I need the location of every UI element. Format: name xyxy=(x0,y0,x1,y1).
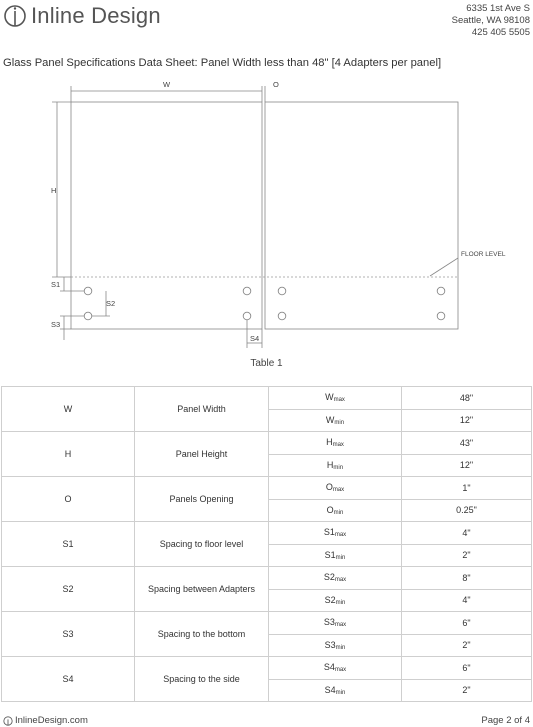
param-cell: H xyxy=(2,432,135,477)
logo-text: Inline Design xyxy=(31,3,161,28)
description-cell: Spacing to the side xyxy=(135,657,269,702)
table-row xyxy=(2,477,532,500)
param-cell: W xyxy=(2,387,135,432)
min-subscript: min xyxy=(334,419,345,426)
glass-panel-drawing xyxy=(0,0,533,360)
description-cell: Spacing to the bottom xyxy=(135,612,269,657)
glass-panel-left xyxy=(71,102,262,329)
min-subscript: min xyxy=(335,554,346,561)
o-label: O xyxy=(273,80,279,89)
max-symbol-cell xyxy=(269,567,402,590)
min-symbol-cell xyxy=(269,634,402,657)
min-subscript: min xyxy=(333,509,344,516)
min-symbol: H xyxy=(326,459,334,470)
w-label: W xyxy=(163,80,171,89)
max-value-cell: 4" xyxy=(402,522,532,545)
param-cell: S1 xyxy=(2,522,135,567)
adapter-hole xyxy=(437,312,445,320)
param-cell: S4 xyxy=(2,657,135,702)
min-subscript: min xyxy=(333,464,344,471)
min-symbol-cell xyxy=(269,589,402,612)
table-row xyxy=(2,522,532,545)
footer-page-number: Page 2 of 4 xyxy=(481,715,530,726)
min-value-cell: 12" xyxy=(402,454,532,477)
adapter-hole xyxy=(84,312,92,320)
adapter-hole xyxy=(278,312,286,320)
max-symbol: S3 xyxy=(323,617,335,628)
description-cell: Panel Height xyxy=(135,432,269,477)
max-value-cell: 48" xyxy=(402,387,532,410)
description-cell: Spacing between Adapters xyxy=(135,567,269,612)
min-value-cell: 12" xyxy=(402,409,532,432)
max-symbol-cell xyxy=(269,522,402,545)
adapter-hole xyxy=(437,287,445,295)
min-symbol: S1 xyxy=(324,549,336,560)
s1-label: S1 xyxy=(51,280,61,289)
adapter-hole xyxy=(84,287,92,295)
min-value-cell: 2" xyxy=(402,544,532,567)
footer-website-text: InlineDesign.com xyxy=(15,715,88,726)
adapter-hole xyxy=(243,312,251,320)
min-subscript: min xyxy=(335,599,346,606)
min-symbol-cell xyxy=(269,679,402,702)
min-symbol-cell xyxy=(269,544,402,567)
page-title: Glass Panel Specifications Data Sheet: Panel Width less than 48" [4 Adapters per panel] xyxy=(3,57,442,69)
table-row xyxy=(2,612,532,635)
max-symbol-cell xyxy=(269,657,402,680)
max-subscript: max xyxy=(334,667,347,674)
max-subscript: max xyxy=(334,532,347,539)
max-symbol: S4 xyxy=(323,662,335,673)
param-cell: S3 xyxy=(2,612,135,657)
max-subscript: max xyxy=(332,442,344,449)
adapter-hole xyxy=(278,287,286,295)
max-symbol-cell xyxy=(269,477,402,500)
min-subscript: min xyxy=(335,644,346,651)
min-value-cell: 0.25" xyxy=(402,499,532,522)
max-value-cell: 8" xyxy=(402,567,532,590)
table-row xyxy=(2,387,532,410)
min-symbol-cell xyxy=(269,454,402,477)
min-symbol: S3 xyxy=(324,639,336,650)
adapter-hole xyxy=(243,287,251,295)
max-symbol: W xyxy=(325,392,334,403)
max-subscript: max xyxy=(333,397,345,404)
max-subscript: max xyxy=(334,622,347,629)
max-subscript: max xyxy=(334,577,347,584)
address-city: Seattle, WA 98108 xyxy=(451,15,530,26)
floor-level-label: FLOOR LEVEL xyxy=(461,251,506,258)
min-symbol: S2 xyxy=(324,594,336,605)
max-subscript: max xyxy=(332,487,345,494)
param-cell: O xyxy=(2,477,135,522)
table-row xyxy=(2,657,532,680)
min-symbol: O xyxy=(326,504,334,515)
table-row xyxy=(2,567,532,590)
max-symbol: S2 xyxy=(323,572,335,583)
min-value-cell: 2" xyxy=(402,679,532,702)
s2-label: S2 xyxy=(106,299,116,308)
max-symbol-cell xyxy=(269,387,402,410)
max-symbol-cell xyxy=(269,612,402,635)
description-cell: Panels Opening xyxy=(135,477,269,522)
min-symbol: W xyxy=(325,414,335,425)
glass-panel-right xyxy=(265,102,458,329)
max-symbol: H xyxy=(326,437,333,448)
max-value-cell: 6" xyxy=(402,657,532,680)
s3-label: S3 xyxy=(51,320,61,329)
min-symbol: S4 xyxy=(324,684,336,695)
table-caption: Table 1 xyxy=(250,358,283,369)
param-cell: S2 xyxy=(2,567,135,612)
description-cell: Spacing to floor level xyxy=(135,522,269,567)
min-subscript: min xyxy=(335,689,346,696)
max-symbol-cell xyxy=(269,432,402,455)
s4-label: S4 xyxy=(250,334,260,343)
max-symbol: O xyxy=(325,482,333,493)
max-value-cell: 1" xyxy=(402,477,532,500)
max-value-cell: 6" xyxy=(402,612,532,635)
specification-table xyxy=(1,386,532,702)
max-symbol: S1 xyxy=(323,527,335,538)
min-symbol-cell xyxy=(269,409,402,432)
footer-website[interactable] xyxy=(3,715,88,726)
table-row xyxy=(2,432,532,455)
min-symbol-cell xyxy=(269,499,402,522)
min-value-cell: 4" xyxy=(402,589,532,612)
max-value-cell: 43" xyxy=(402,432,532,455)
h-label: H xyxy=(51,186,57,195)
address-phone: 425 405 5505 xyxy=(471,27,530,38)
floor-level-leader xyxy=(430,258,458,276)
logo-mark-icon xyxy=(3,716,13,726)
min-value-cell: 2" xyxy=(402,634,532,657)
description-cell: Panel Width xyxy=(135,387,269,432)
address-street: 6335 1st Ave S xyxy=(466,3,530,14)
